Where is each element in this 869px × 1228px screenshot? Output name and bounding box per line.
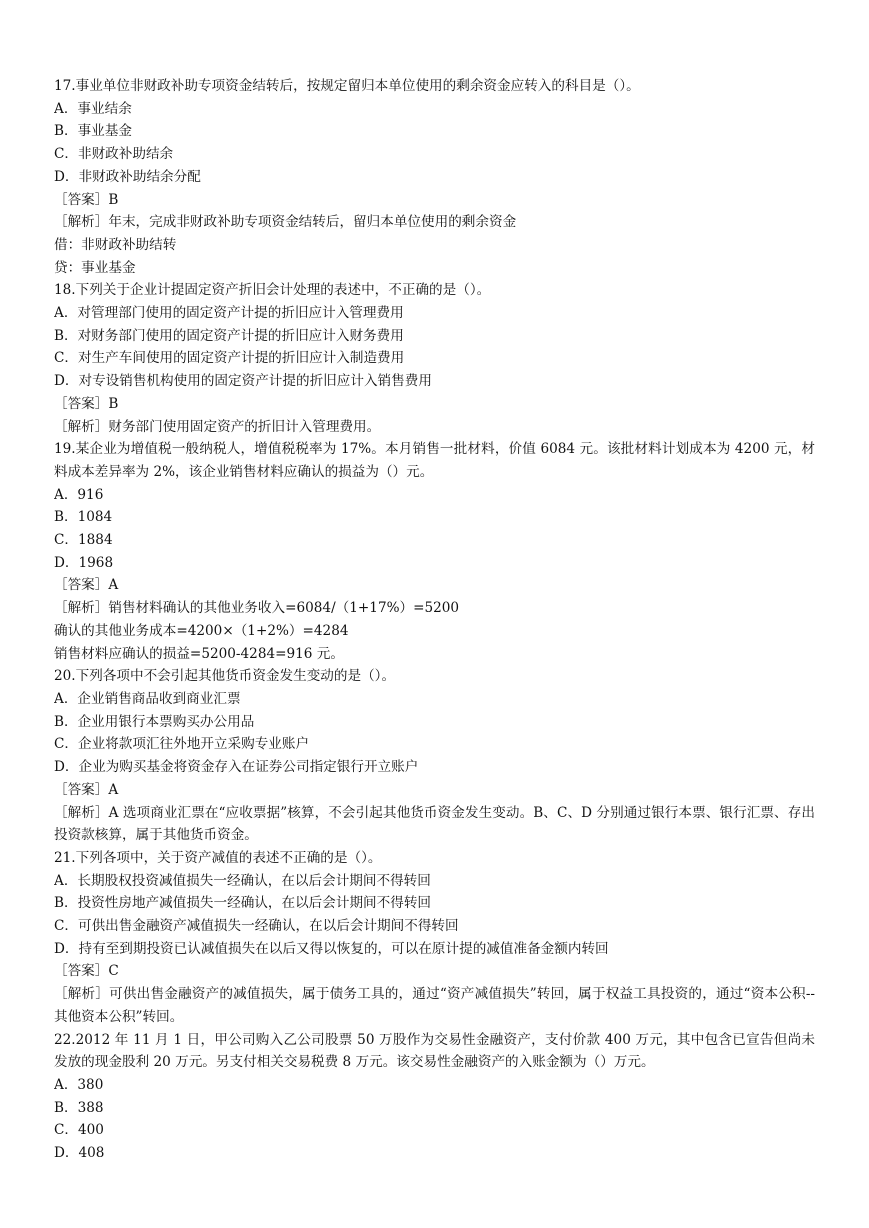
analysis-line: 销售材料应确认的损益=5200-4284=916 元。 (54, 645, 344, 662)
option-a: A．事业结余 (54, 100, 132, 117)
answer: ［答案］A (54, 577, 119, 594)
option-c: C．非财政补助结余 (54, 146, 174, 163)
analysis-paragraph: ［解析］可供出售金融资产的减值损失，属于债务工具的，通过“资产减值损失”转回，属于权益工具投资的，通过“资本公积--其他资本公积”转回。 (54, 986, 815, 1025)
question-19 (54, 438, 815, 665)
option-c: C．1884 (54, 532, 113, 549)
answer: ［答案］B (54, 395, 119, 412)
question-stem: 22.2012 年 11 月 1 日，甲公司购入乙公司股票 50 万股作为交易性金融资产，支付价款 400 万元，其中包含已宣告但尚未发放的现金股利 20 万元。另支付相关交易税费 8 万元。该交易性金融资产的入账金额为（）万元。 (54, 1031, 815, 1071)
analysis-line: 借：非财政补助结转 (54, 236, 177, 253)
option-d: D．非财政补助结余分配 (54, 168, 201, 185)
option-b: B．企业用银行本票购买办公用品 (54, 713, 255, 730)
option-a: A．916 (54, 486, 104, 503)
option-b: B．事业基金 (54, 123, 132, 140)
question-stem: 21.下列各项中，关于资产减值的表述不正确的是（）。 (54, 849, 382, 866)
option-b: B．1084 (54, 509, 113, 526)
question-stem: 19.某企业为增值税一般纳税人，增值税税率为 17%。本月销售一批材料，价值 6084 元。该批材料计划成本为 4200 元，材料成本差异率为 2%，该企业销售材料应确认的损益为（）元。 (54, 441, 815, 480)
question-17 (54, 75, 815, 279)
option-b: B．对财务部门使用的固定资产计提的折旧应计入财务费用 (54, 327, 404, 344)
option-d: D．1968 (54, 554, 114, 571)
option-a: A．企业销售商品收到商业汇票 (54, 690, 241, 707)
question-20 (54, 665, 815, 847)
answer: ［答案］A (54, 781, 119, 798)
question-22 (54, 1029, 815, 1165)
answer: ［答案］B (54, 191, 119, 208)
answer: ［答案］C (54, 963, 119, 980)
question-21 (54, 847, 815, 1029)
analysis-line: 贷：事业基金 (54, 259, 136, 276)
option-d: D．408 (54, 1145, 105, 1162)
option-a: A．对管理部门使用的固定资产计提的折旧应计入管理费用 (54, 305, 404, 322)
analysis-line: ［解析］销售材料确认的其他业务收入=6084/（1+17%）=5200 (54, 600, 460, 617)
analysis-line: ［解析］财务部门使用固定资产的折旧计入管理费用。 (54, 418, 381, 435)
option-c: C．对生产车间使用的固定资产计提的折旧应计入制造费用 (54, 350, 405, 367)
option-d: D．持有至到期投资已认减值损失在以后又得以恢复的，可以在原计提的减值准备金额内转回 (54, 940, 609, 957)
question-stem: 20.下列各项中不会引起其他货币资金发生变动的是（）。 (54, 668, 396, 685)
option-d: D．对专设销售机构使用的固定资产计提的折旧应计入销售费用 (54, 373, 432, 390)
question-18 (54, 279, 815, 438)
option-c: C．400 (54, 1122, 104, 1139)
analysis-paragraph: ［解析］A 选项商业汇票在“应收票据”核算，不会引起其他货币资金发生变动。B、C、D 分别通过银行本票、银行汇票、存出投资款核算，属于其他货币资金。 (54, 804, 815, 844)
option-b: B．投资性房地产减值损失一经确认，在以后会计期间不得转回 (54, 895, 432, 912)
option-c: C．企业将款项汇往外地开立采购专业账户 (54, 736, 310, 753)
question-stem: 18.下列关于企业计提固定资产折旧会计处理的表述中，不正确的是（）。 (54, 282, 491, 299)
analysis-line: ［解析］年末，完成非财政补助专项资金结转后，留归本单位使用的剩余资金 (54, 214, 517, 231)
option-d: D．企业为购买基金将资金存入在证券公司指定银行开立账户 (54, 759, 419, 776)
option-a: A．长期股权投资减值损失一经确认，在以后会计期间不得转回 (54, 872, 431, 889)
option-b: B．388 (54, 1099, 104, 1116)
option-c: C．可供出售金融资产减值损失一经确认，在以后会计期间不得转回 (54, 918, 459, 935)
analysis-line: 确认的其他业务成本=4200×（1+2%）=4284 (54, 622, 349, 639)
option-a: A．380 (54, 1076, 104, 1093)
question-stem: 17.事业单位非财政补助专项资金结转后，按规定留归本单位使用的剩余资金应转入的科目是（）。 (54, 78, 640, 94)
